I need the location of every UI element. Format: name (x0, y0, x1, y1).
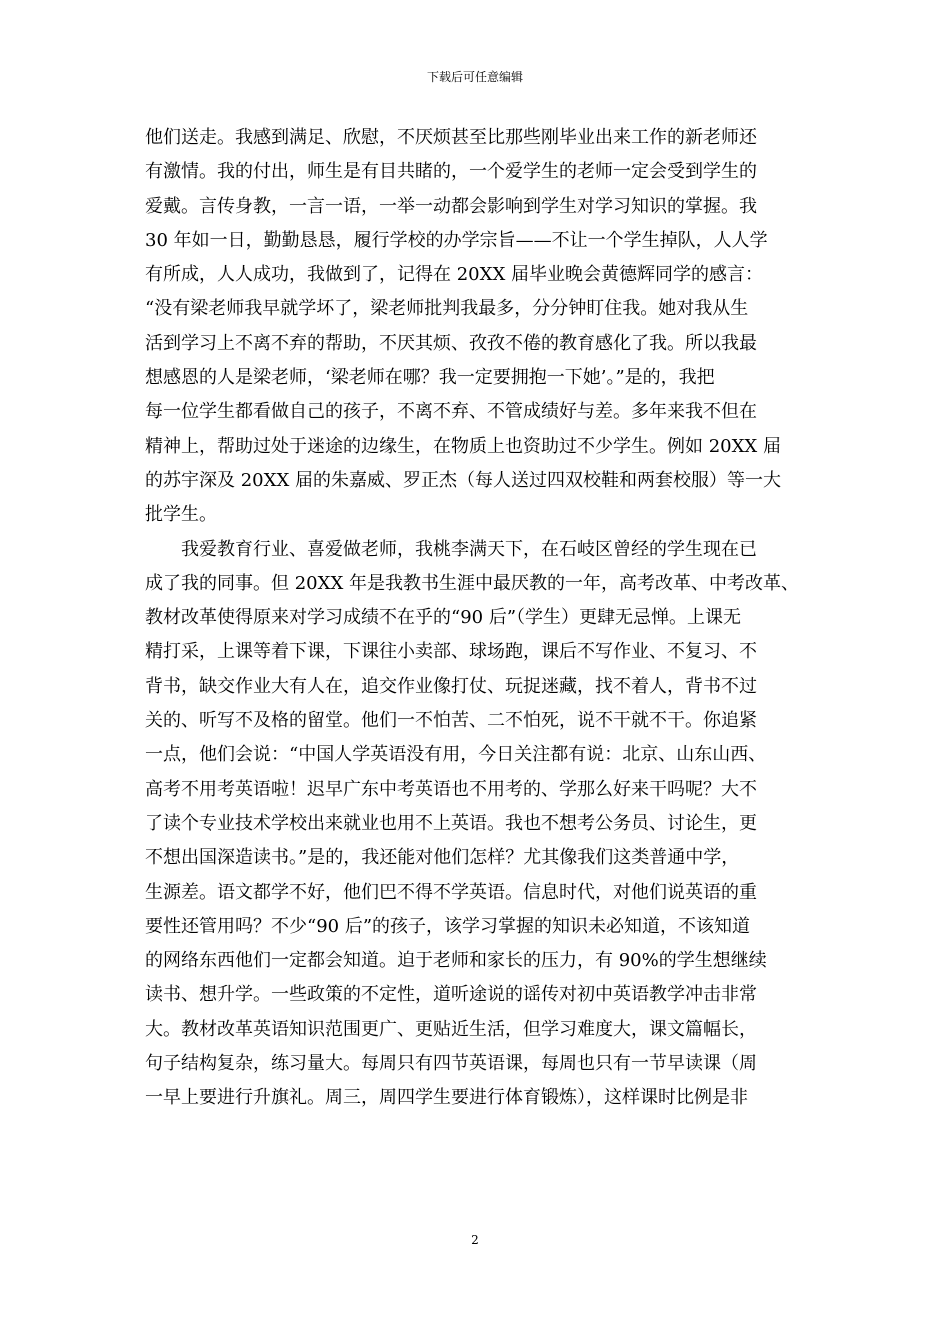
text-line: 每一位学生都看做自己的孩子，不离不弃、不管成绩好与差。多年来我不但在 (145, 401, 757, 423)
text-line: 批学生。 (145, 504, 217, 526)
text-line: 不想出国深造读书。”是的，我还能对他们怎样？尤其像我们这类普通中学， (145, 847, 740, 869)
text-line: 一点，他们会说：“中国人学英语没有用，今日关注都有说：北京、山东山西、 (145, 744, 767, 766)
page-header: 下载后可任意编辑 (426, 70, 523, 84)
text-line: 要性还管用吗？不少“90 后”的孩子，该学习掌握的知识未必知道，不该知道 (145, 915, 751, 937)
text-line: 有激情。我的付出，师生是有目共睹的，一个爱学生的老师一定会受到学生的 (145, 161, 757, 183)
text-line: 的网络东西他们一定都会知道。迫于老师和家长的压力，有 90%的学生想继续 (145, 950, 767, 972)
text-line: 的苏宇深及 20XX 届的朱嘉威、罗正杰（每人送过四双校鞋和两套校服）等一大 (145, 469, 781, 491)
text-line: 大。教材改革英语知识范围更广、更贴近生活，但学习难度大，课文篇幅长， (145, 1018, 757, 1040)
text-line: 生源差。语文都学不好，他们巴不得不学英语。信息时代，对他们说英语的重 (145, 881, 757, 903)
text-line: 关的、听写不及格的留堂。他们一不怕苦、二不怕死，说不干就不干。你追紧 (145, 710, 757, 732)
page-number: 2 (471, 1233, 479, 1247)
text-line: 背书，缺交作业大有人在，追交作业像打仗、玩捉迷藏，找不着人，背书不过 (145, 675, 757, 697)
text-line: 成了我的同事。但 20XX 年是我教书生涯中最厌教的一年，高考改革、中考改革、 (145, 572, 799, 594)
text-line: 一早上要进行升旗礼。周三，周四学生要进行体育锻炼），这样课时比例是非 (145, 1087, 748, 1109)
text-line: 读书、想升学。一些政策的不定性，道听途说的谣传对初中英语教学冲击非常 (145, 984, 757, 1006)
text-line: 有所成，人人成功，我做到了，记得在 20XX 届毕业晚会黄德辉同学的感言： (145, 264, 763, 286)
text-line: 他们送走。我感到满足、欣慰，不厌烦甚至比那些刚毕业出来工作的新老师还 (145, 127, 757, 148)
text-line: 教材改革使得原来对学习成绩不在乎的“90 后”（学生）更肆无忌惮。上课无 (145, 607, 742, 629)
text-line: 我爱教育行业、喜爱做老师，我桃李满天下，在石岐区曾经的学生现在已 (145, 538, 757, 560)
text-line: 想感恩的人是梁老师，‘梁老师在哪？我一定要拥抱一下她’。”是的，我把 (145, 367, 715, 389)
text-line: 30 年如一日，勤勤恳恳，履行学校的办学宗旨——不让一个学生掉队，人人学 (145, 229, 768, 251)
text-line: “没有梁老师我早就学坏了，梁老师批判我最多，分分钟盯住我。她对我从生 (145, 298, 749, 320)
text-line: 活到学习上不离不弃的帮助，不厌其烦、孜孜不倦的教育感化了我。所以我最 (145, 332, 757, 354)
text-line: 精神上，帮助过处于迷途的边缘生，在物质上也资助过不少学生。例如 20XX 届 (145, 435, 781, 457)
text-line: 精打采，上课等着下课，下课往小卖部、球场跑，课后不写作业、不复习、不 (145, 641, 757, 663)
text-line: 句子结构复杂，练习量大。每周只有四节英语课，每周也只有一节早读课（周 (145, 1053, 757, 1075)
body-text (145, 121, 815, 1116)
text-line: 高考不用考英语啦！迟早广东中考英语也不用考的、学那么好来干吗呢？大不 (145, 778, 757, 800)
text-line: 了读个专业技术学校出来就业也用不上英语。我也不想考公务员、讨论生，更 (145, 812, 757, 834)
text-line: 爱戴。言传身教，一言一语，一举一动都会影响到学生对学习知识的掌握。我 (145, 195, 757, 217)
